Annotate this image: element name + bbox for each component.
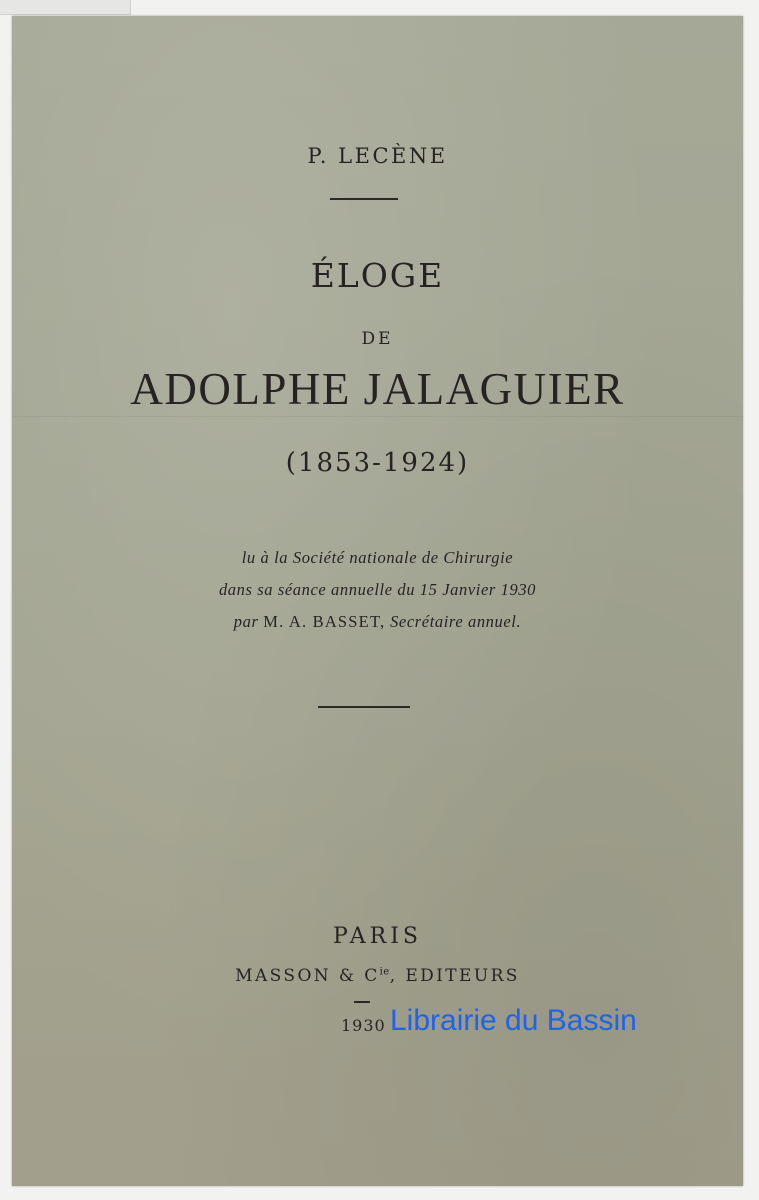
author-name: P. LECÈNE	[307, 144, 448, 168]
publication-year: 1930	[341, 1016, 386, 1035]
subtitle-line-1: lu à la Société nationale de Chirurgie	[241, 548, 514, 567]
title-eloge: ÉLOGE	[310, 256, 445, 295]
background-card-corner	[0, 0, 131, 15]
life-dates: (1853-1924)	[285, 448, 470, 478]
subtitle-line-3-suffix: Secrétaire annuel.	[385, 612, 522, 631]
divider-rule-top	[330, 198, 398, 200]
publisher-superscript: ie	[379, 966, 390, 978]
divider-rule-middle	[318, 706, 410, 708]
publication-city: PARIS	[333, 924, 422, 949]
publisher-name-main: MASSON & C	[235, 966, 380, 986]
paper-crease	[12, 416, 743, 417]
subtitle-line-2: dans sa séance annuelle du 15 Janvier 1930	[218, 580, 537, 599]
seller-watermark: Librairie du Bassin	[390, 1004, 637, 1037]
publisher-name	[12, 966, 743, 986]
title-subject-name: ADOLPHE JALAGUIER	[130, 364, 625, 414]
subtitle-line-3-prefix: par	[233, 612, 264, 631]
subtitle-line-3	[12, 612, 743, 632]
year-dash	[354, 1001, 370, 1003]
subtitle-secretary-name: M. A. BASSET,	[263, 612, 386, 631]
title-de: DE	[361, 329, 394, 349]
publisher-name-suffix: , EDITEURS	[389, 966, 520, 986]
